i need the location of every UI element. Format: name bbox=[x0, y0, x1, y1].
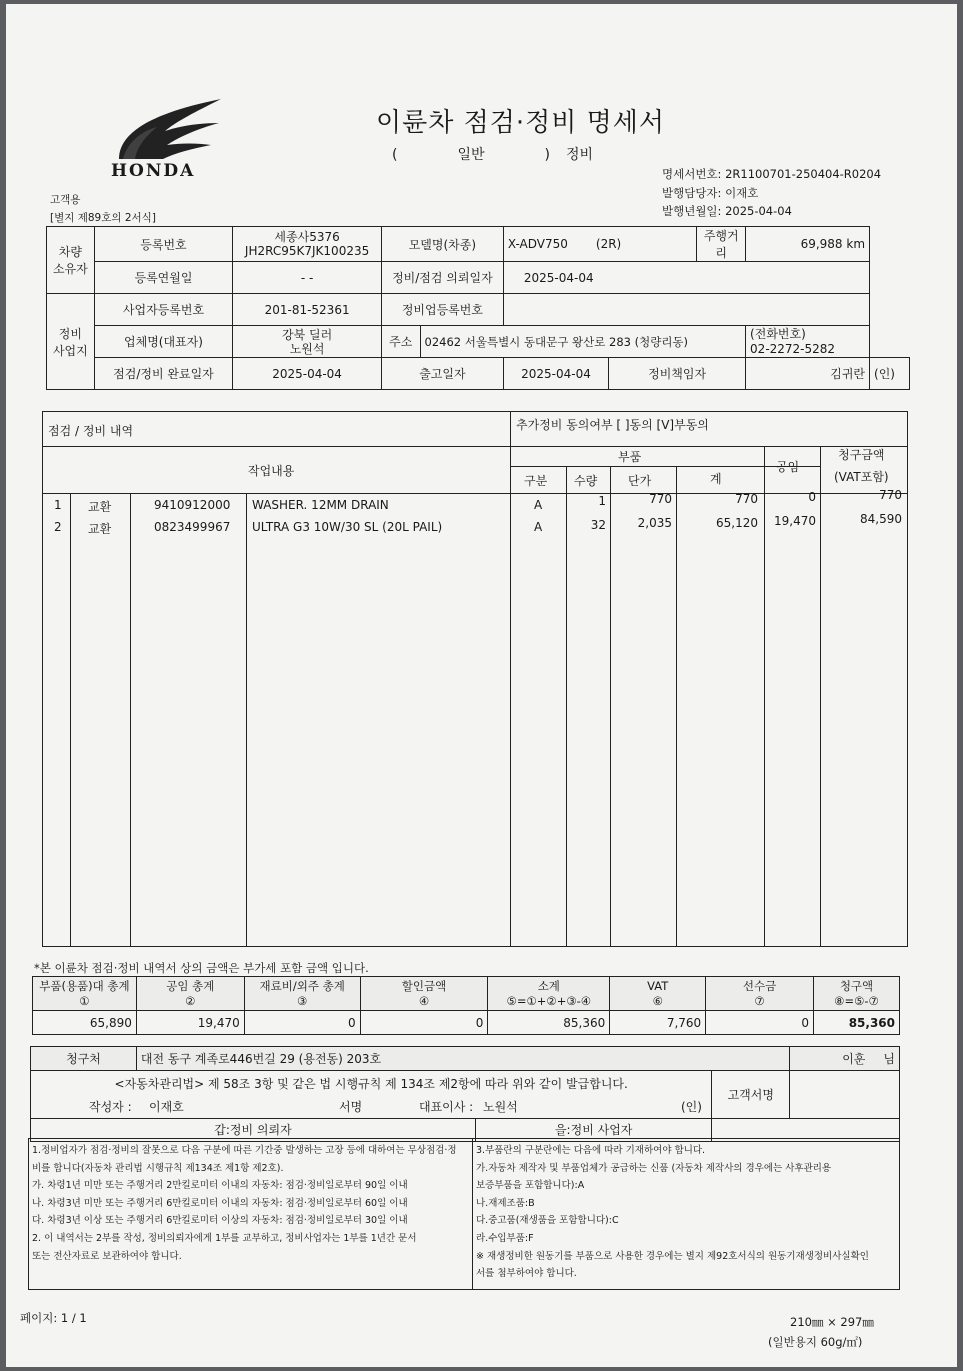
manager-value: 김귀란 bbox=[746, 358, 870, 390]
shop-section-label: 정비 사업지 bbox=[47, 294, 95, 390]
reg-date-value: - - bbox=[233, 262, 382, 294]
discount-total: 0 bbox=[360, 1011, 488, 1035]
billing-customer: 이훈 님 bbox=[790, 1047, 900, 1071]
manager-label: 정비책임자 bbox=[609, 358, 746, 390]
parts-total: 65,890 bbox=[33, 1011, 137, 1035]
address-value: 02462 서울특별시 동대문구 왕산로 283 (청량리동) bbox=[420, 326, 746, 358]
shop-reg-value bbox=[503, 294, 869, 326]
address-label: 주소 bbox=[381, 326, 420, 358]
labor-header: 공임 bbox=[776, 460, 800, 474]
billing-label: 청구처 bbox=[31, 1047, 137, 1071]
subtotal: 85,360 bbox=[488, 1011, 610, 1035]
page-number: 페이지: 1 / 1 bbox=[20, 1311, 87, 1325]
form-reference: [별지 제89호의 2서식] bbox=[50, 212, 156, 224]
ceo-value: 노원석 bbox=[483, 1100, 518, 1114]
mileage-value: 69,988 km bbox=[746, 227, 870, 262]
charge-header: 청구금액 (VAT포함) bbox=[834, 448, 889, 484]
request-date-label: 정비/점검 의뢰일자 bbox=[381, 262, 503, 294]
vehicle-shop-table bbox=[46, 226, 910, 390]
brand-wordmark: HONDA bbox=[111, 161, 196, 181]
prepaid-total: 0 bbox=[706, 1011, 814, 1035]
billing-address: 대전 동구 계족로446번길 29 (용전동) 203호 bbox=[136, 1047, 789, 1071]
statement-number: 명세서번호: 2R1100701-250404-R0204 bbox=[662, 167, 882, 181]
material-total: 0 bbox=[244, 1011, 360, 1035]
totals-table: 부품(용품)대 총계 ① 공임 총계 ② 재료비/외주 총계 ③ 할인금액 ④ 소계 ⑤=①+②+③-④ VAT ⑥ 선수금 ⑦ 청구액 ⑧=⑤-⑦ 65,890 19,470 0 0 85,360 7,760 0 85,360 bbox=[32, 976, 900, 1035]
issuer: 발행담당자: 이재호 bbox=[662, 186, 759, 200]
legal-text: <자동차관리법> 제 58조 3항 및 같은 법 시행규칙 제 134조 제2항에 따라 위와 같이 발급합니다. bbox=[114, 1077, 628, 1091]
vehicle-section-label: 차량 소유자 bbox=[47, 227, 95, 294]
statement-paper: HONDA 이륜차 점검·정비 명세서 ( 일반 ) 정비 고객용 [별지 제89호의 2서식] 명세서번호: 2R1100701-250404-R0204 발행담당자: 이재호 발행년월일: 2025-04-04 차량 소유자 등록번호 세종사5376 JH2RC95K7JK100235 모델명(차종) X-ADV750 (2R) 주행거리 69,988 km 등록연월일 - - 정비/점검 의뢰일자 2025-04-04 정비 사업지 사업자등록번호 201-81-52361 정비업등록번호 업체명(대표자) 강북 딜러 노원석 주소 02462 서울특별시 동대문구 왕산로 283 (청량리동) (전화번호) 02-2272-5282 점검/정비 완료일자 2025-04-04 출고일자 2025-04-04 정비책임자 김귀란 (인) 점검 / 정비 내역 추가정비 동의여부 [ ]동의 [V]부동의 작업내용 부품 구분 수량 단가 계 공임 청구금액 (VAT포함) 1 교환 9410912000 WASHER. 12MM DRAIN A 1 770 770 0 770 2 교환 0823499967 ULTRA G3 10W/30 SL (20L PAIL) A 32 2,035 65,120 19,470 84,590 *본 이륜차 점검·정비 내역서 상의 금액은 부가세 포함 금액 입니다. 부품(용품)대 총계 ① 공임 총계 ② 재료비/외주 총계 ③ 할인금액 ④ 소계 ⑤=①+②+③-④ VAT ⑥ 선수금 ⑦ 청구액 ⑧=⑤-⑦ 65,890 19,470 0 0 85,360 7,760 0 85,360 청구처 대전 동구 계족로446번길 29 (용전동) 203호 이훈 님 <자동차관리법> 제 58조 3항 및 같은 법 시행규칙 제 134조 제2항에 따라 위와 같이 발급합니다. 작성자 : 이재호 서명 대표이사 : 노원석 (인) 고객서명 갑:정비 의뢰자 을:정비 사업자 1.정비업자가 점검·정비의 잘못으로 다음 구분에 따른 기간중 발생하는 고장 등에 대하여는 무상점검·정 비를 합니다(자동차 관리법 시행규칙 제134조 제1항 제2호). 가. 차령1년 미만 또는 주행거리 2만킬로미터 이내의 자동차: 점검·정비일로부터 90일 이내 나. 차령3년 미만 또는 주행거리 6만킬로미터 이내의 자동차: 점검·정비일로부터 60일 이내 다. 차령3년 이상 또는 주행거리 6만킬로미터 이상의 자동차: 점검·정비일로부터 30일 이내 2. 이 내역서는 2부를 작성, 정비의뢰자에게 1부를 교부하고, 정비사업자는 1부를 1년간 문서 또는 전산자료로 보관하여야 합니다. 3.부품란의 구분란에는 다음에 따라 기재하여야 합니다. 가.자동차 제작자 및 부품업체가 공급하는 신품 (자동차 제작사의 경우에는 사후관리용 보증부품을 포함합니다):A 나.재제조품:B 다.중고품(재생품을 포함합니다):C 라.수입부품:F ※ 재생정비한 원동기를 부품으로 사용한 경우에는 별지 제92호서식의 원동기재생정비사실확인 서를 첨부하여야 합니다. 페이지: 1 / 1 210㎜ × 297㎜ (일반용지 60g/㎡) bbox=[6, 4, 957, 1367]
work-section-label: 점검 / 정비 내역 bbox=[48, 424, 134, 438]
request-date-value: 2025-04-04 bbox=[503, 262, 869, 294]
unit-price-header: 단가 bbox=[628, 474, 652, 488]
party-b: 을:정비 사업자 bbox=[554, 1123, 633, 1137]
shop-name-value: 강북 딜러 노원석 bbox=[233, 326, 382, 358]
reg-date-label: 등록연월일 bbox=[94, 262, 233, 294]
reg-no-label: 등록번호 bbox=[94, 227, 233, 262]
content-header: 작업내용 bbox=[248, 464, 295, 478]
document-title: 이륜차 점검·정비 명세서 bbox=[376, 108, 665, 138]
reg-no-value: 세종사5376 JH2RC95K7JK100235 bbox=[233, 227, 382, 262]
charge-total: 85,360 bbox=[814, 1011, 900, 1035]
party-a: 갑:정비 의뢰자 bbox=[31, 1119, 476, 1141]
consent-status: 추가정비 동의여부 [ ]동의 [V]부동의 bbox=[516, 418, 709, 432]
paper-size: 210㎜ × 297㎜ bbox=[790, 1315, 874, 1329]
copy-label: 고객용 bbox=[50, 194, 81, 206]
issue-date: 발행년월일: 2025-04-04 bbox=[662, 204, 792, 218]
qty-header: 수량 bbox=[574, 474, 598, 488]
customer-sign-area[interactable] bbox=[790, 1071, 900, 1119]
vat-notice: *본 이륜차 점검·정비 내역서 상의 금액은 부가세 포함 금액 입니다. bbox=[34, 961, 369, 975]
billing-table bbox=[30, 1046, 900, 1142]
labor-total: 19,470 bbox=[136, 1011, 244, 1035]
parts-header: 부품 bbox=[618, 450, 642, 464]
biz-no-label: 사업자등록번호 bbox=[94, 294, 233, 326]
sum-header: 계 bbox=[710, 472, 722, 486]
notes-left: 1.정비업자가 점검·정비의 잘못으로 다음 구분에 따른 기간중 발생하는 고장 등에 대하여는 무상점검·정 비를 합니다(자동차 관리법 시행규칙 제134조 제1항 제2호). 가. 차령1년 미만 또는 주행거리 2만킬로미터 이내의 자동차: 점검·정비일로부터 90일 이내 나. 차령3년 미만 또는 주행거리 6만킬로미터 이내의 자동차: 점검·정비일로부터 60일 이내 다. 차령3년 이상 또는 주행거리 6만킬로미터 이상의 자동차: 점검·정비일로부터 30일 이내 2. 이 내역서는 2부를 작성, 정비의뢰자에게 1부를 교부하고, 정비사업자는 1부를 1년간 문서 또는 전산자료로 보관하여야 합니다. bbox=[32, 1145, 457, 1262]
mileage-label: 주행거리 bbox=[697, 227, 746, 262]
phone-value: (전화번호) 02-2272-5282 bbox=[746, 326, 870, 358]
type-header: 구분 bbox=[524, 474, 548, 488]
sign-label: 서명 bbox=[339, 1100, 363, 1114]
vat-total: 7,760 bbox=[610, 1011, 706, 1035]
writer-value: 이재호 bbox=[149, 1100, 184, 1114]
biz-no-value: 201-81-52361 bbox=[233, 294, 382, 326]
writer-label: 작성자 : bbox=[89, 1100, 132, 1114]
release-date-value: 2025-04-04 bbox=[503, 358, 608, 390]
model-label: 모델명(차종) bbox=[381, 227, 503, 262]
ceo-label: 대표이사 : bbox=[419, 1100, 474, 1114]
model-value: X-ADV750 (2R) bbox=[503, 227, 697, 262]
release-date-label: 출고일자 bbox=[381, 358, 503, 390]
shop-name-label: 업체명(대표자) bbox=[94, 326, 233, 358]
paper-weight: (일반용지 60g/㎡) bbox=[768, 1335, 863, 1349]
customer-sign-label: 고객서명 bbox=[712, 1071, 790, 1119]
manager-seal: (인) bbox=[870, 358, 910, 390]
document-subtitle: ( 일반 ) 정비 bbox=[392, 147, 594, 163]
complete-date-label: 점검/정비 완료일자 bbox=[94, 358, 233, 390]
notes-right: 3.부품란의 구분란에는 다음에 따라 기재하여야 합니다. 가.자동차 제작자 및 부품업체가 공급하는 신품 (자동차 제작사의 경우에는 사후관리용 보증부품을 포함합니다):A 나.재제조품:B 다.중고품(재생품을 포함합니다):C 라.수입부품:F ※ 재생정비한 원동기를 부품으로 사용한 경우에는 별지 제92호서식의 원동기재생정비사실확인 서를 첨부하여야 합니다. bbox=[476, 1145, 869, 1280]
shop-reg-label: 정비업등록번호 bbox=[381, 294, 503, 326]
complete-date-value: 2025-04-04 bbox=[233, 358, 382, 390]
ceo-seal: (인) bbox=[681, 1100, 702, 1114]
legal-issue-block bbox=[31, 1071, 712, 1119]
honda-wing-logo bbox=[101, 97, 231, 187]
